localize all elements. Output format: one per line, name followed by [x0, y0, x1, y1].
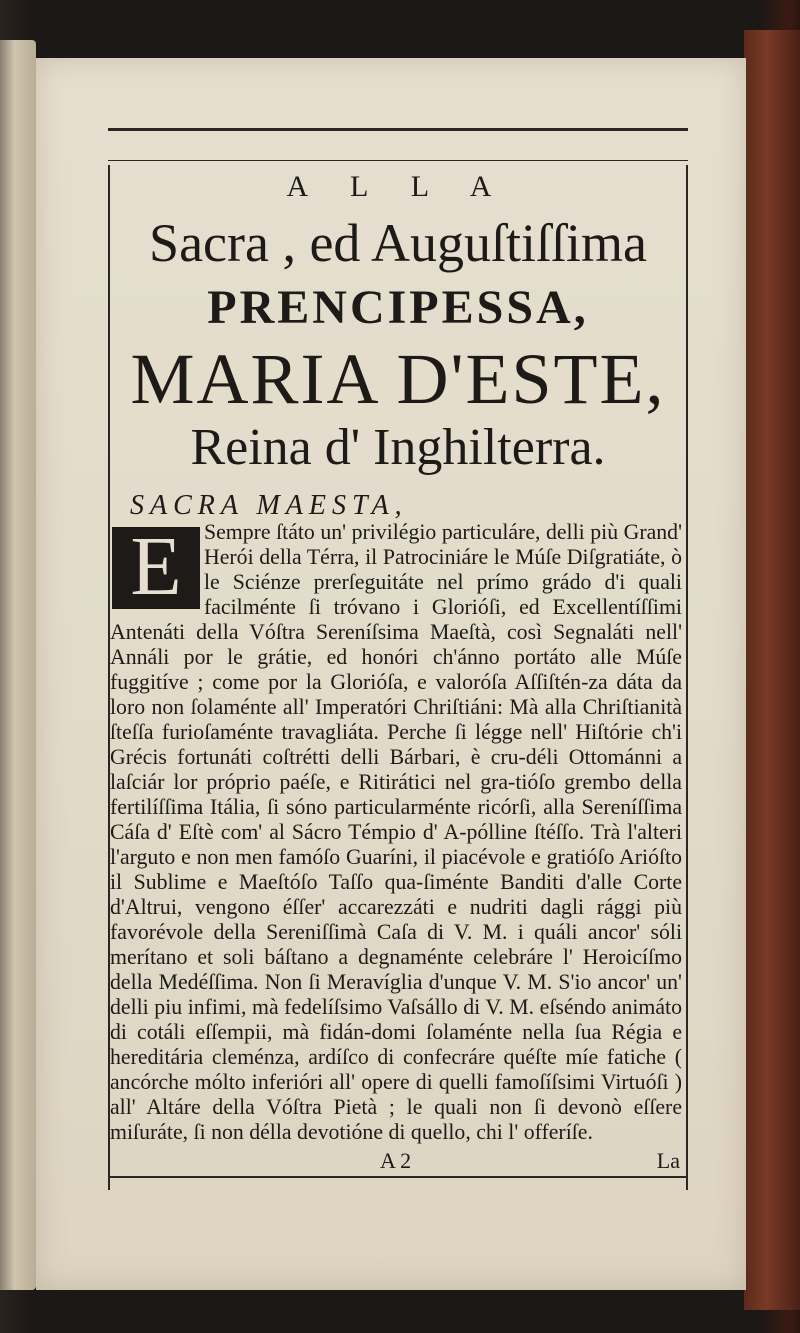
- heading-maria-deste: MARIA D'ESTE,: [130, 339, 666, 419]
- heading-sacra: Sacra , ed Auguſtiſſima: [149, 213, 647, 273]
- heading-alla: A L L A: [286, 170, 510, 203]
- catchword: La: [656, 1148, 680, 1173]
- top-rule-thin: [108, 160, 688, 161]
- decorated-initial: [112, 520, 200, 613]
- bottom-rule: [108, 1176, 688, 1178]
- page-footer: [108, 1148, 680, 1176]
- facing-page-edge: [0, 40, 36, 1290]
- book-cover-edge: [744, 30, 800, 1310]
- initial-letter: E: [130, 520, 182, 613]
- top-rule: [108, 128, 688, 131]
- heading-reina: Reina d' Inghilterra.: [190, 419, 606, 476]
- dedication-body: [110, 520, 682, 1145]
- signature-mark: A 2: [380, 1148, 412, 1173]
- salutation: SACRA MAESTA,: [130, 490, 408, 521]
- dedication-text: Sempre ſtáto un' privilégio particuláre, delli più Grand' Herói della Térra, il Patrociniáre le Múſe Diſgratiáte, ò le Sciénze prerſeguitáte nel prímo grádo d'i quali facilménte ſi tróvano i Glorióſi, ed Excellentíſſimi Antenáti della Vóſtra Sereníſsima Maeſtà, così Segnaláti nell' Annáli por le grátie, ed honóri ch'ánno portáto alle Múſe fuggitíve ; come por la Glorióſa, e valoróſa Aſſiſtén-za dáta da loro non ſolaménte all' Imperatóri Chriſtiáni: Mà alla Chriſtianità ſteſſa furioſaménte travagliáta. Perche ſi légge nell' Hiſtórie ch'i Grécis fortunáti coſtrétti delli Bárbari, è cru-déli Ottománni a laſciár lor próprio paéſe, e Ritirátici nel gra-tióſo grembo della fertilíſſima Itália, ſi sóno particularménte ricórſi, alla Sereníſſima Cáſa d' Eſtè com' al Sácro Témpio d' A-pólline ſtéſſo. Trà l'alteri l'arguto e non men famóſo Guaríni, il piacévole e gratióſo Arióſto il Sublime e Maeſtóſo Taſſo qua-ſiménte Banditi d'alle Corte d'Altrui, vengono éſſer' accarezzáti e nudriti dagli rággi più favorévole della Sereniſſimà Caſa di V. M. i quáli ancor' sóli merítano et soli báſtano a degnaménte celebráre l' Heroicíſmo della Medéſſima. Non ſi Meravíglia d'unque V. M. S'io ancor' un' delli piu infimi, mà fedelíſsimo Vaſsállo di V. M. eſséndo animáto di cotáli eſſempii, mà fidán-domi ſolaménte nella ſua Régia e hereditária cleménza, ardíſco di confecráre quéſte míe fatiche ( ancórche mólto inferióri all' opere di quelli famoſíſsimi Virtuóſi ) all' Altáre della Vóſtra Pietà ; le quali non ſi devonò eſſere miſuráte, ſi non délla devotióne di quello, chi l' offeríſe.: [110, 520, 682, 1144]
- heading-prencipessa: PRENCIPESSA,: [207, 281, 589, 334]
